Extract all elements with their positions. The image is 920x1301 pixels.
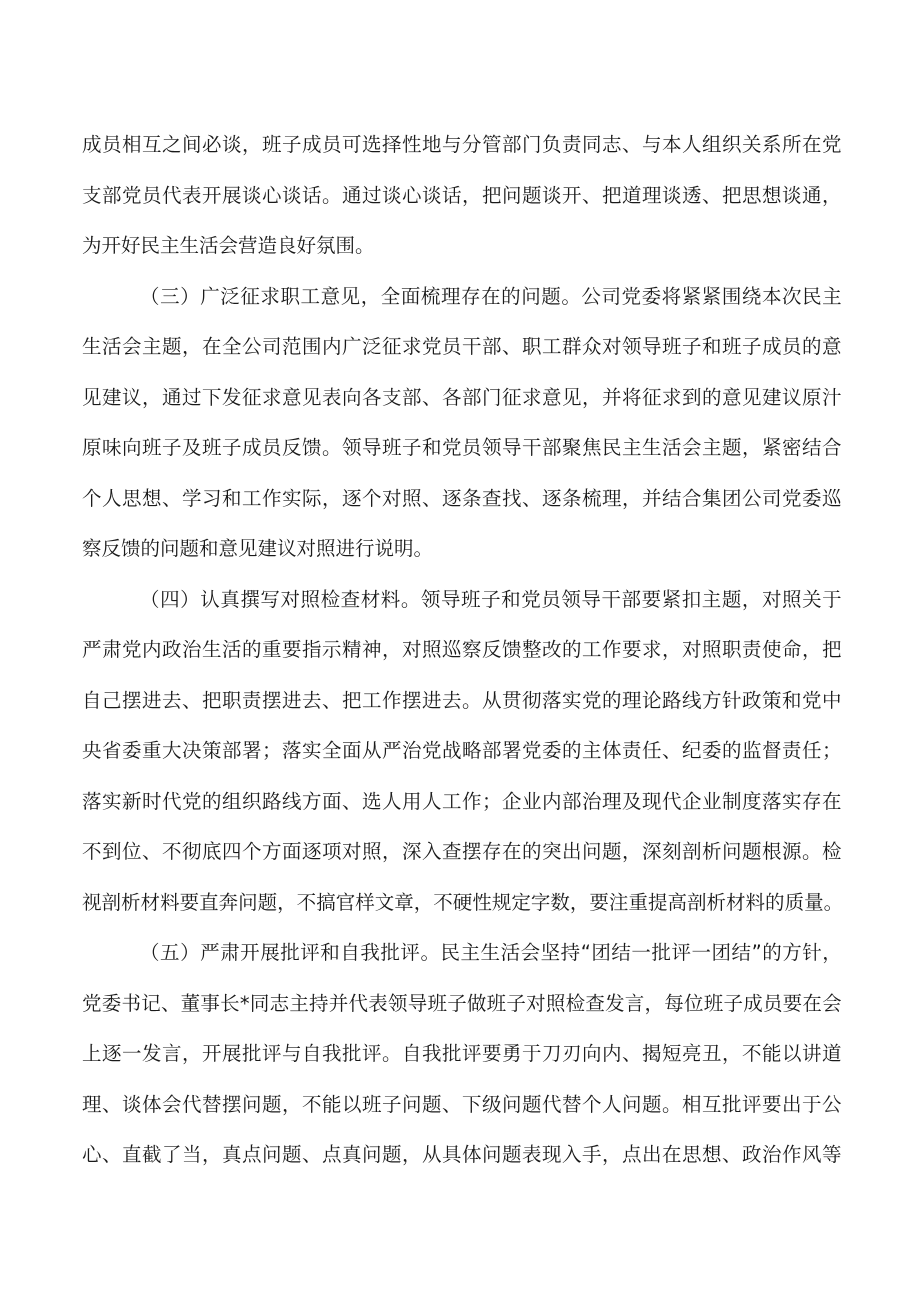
text-line: 见 建 议 ， 通 过 下 发 征 求 意 见 表 向 各 支 部 、 各 部 门 征 求 意 见 ， 并 将 征 求 到 的 意 见 建 议 原 汁 (82, 385, 842, 409)
text-line: 严 肃 党 内 政 治 生 活 的 重 要 指 示 精 神 ， 对 照 巡 察 反 馈 整 改 的 工 作 要 求 ， 对 照 职 责 使 命 ， 把 (82, 638, 842, 661)
text-line: 自 己 摆 进 去 、 把 职 责 摆 进 去 、 把 工 作 摆 进 去 。 从 贯 彻 落 实 党 的 理 论 路 线 方 针 政 策 和 党 中 (82, 688, 842, 712)
paragraph-section-5 (82, 928, 842, 1181)
text-line: 心 、 直 截 了 当 ， 真 点 问 题 、 点 真 问 题 ， 从 具 体 问 题 表 现 入 手 ， 点 出 在 思 想 、 政 治 作 风 等 (82, 1143, 842, 1166)
text-line: 支 部 党 员 代 表 开 展 谈 心 谈 话 。 通 过 谈 心 谈 话 ， 把 问 题 谈 开 、 把 道 理 谈 透 、 把 思 想 谈 通 ， (82, 183, 842, 207)
text-line: （ 五 ） 严 肃 开 展 批 评 和 自 我 批 评 。 民 主 生 活 会 坚 持 “ 团 结 一 批 评 一 团 结 ” 的 方 针 ， (140, 941, 842, 964)
text-line: 上 逐 一 发 言 ， 开 展 批 评 与 自 我 批 评 。 自 我 批 评 要 勇 于 刀 刃 向 内 、 揭 短 亮 丑 ， 不 能 以 讲 道 (82, 1042, 842, 1065)
text-line: 成 员 相 互 之 间 必 谈 ， 班 子 成 员 可 选 择 性 地 与 分 管 部 门 负 责 同 志 、 与 本 人 组 织 关 系 所 在 党 (82, 133, 842, 156)
text-line: 不 到 位 、 不 彻 底 四 个 方 面 逐 项 对 照 ， 深 入 查 摆 存 在 的 突 出 问 题 ， 深 刻 剖 析 问 题 根 源 。 检 (82, 840, 842, 863)
text-line: 党 委 书 记 、 董 事 长 * 同 志 主 持 并 代 表 领 导 班 子 做 班 子 对 照 检 查 发 言 ， 每 位 班 子 成 员 要 在 会 (82, 991, 842, 1015)
paragraph-section-3 (82, 272, 842, 575)
text-line: 视 剖 析 材 料 要 直 奔 问 题 ， 不 搞 官 样 文 章 ， 不 硬 性 规 定 字 数 ， 要 注 重 提 高 剖 析 材 料 的 质 量 。 (82, 890, 844, 914)
paragraph-section-4 (82, 575, 842, 929)
paragraph-continuation (82, 120, 842, 272)
text-line: （ 三 ） 广 泛 征 求 职 工 意 见 ， 全 面 梳 理 存 在 的 问 题 。 公 司 党 委 将 紧 紧 围 绕 本 次 民 主 (140, 284, 842, 308)
text-line: 原 味 向 班 子 及 班 子 成 员 反 馈 。 领 导 班 子 和 党 员 领 导 干 部 聚 焦 民 主 生 活 会 主 题 ， 紧 密 结 合 (82, 436, 842, 459)
text-line: 个 人 思 想 、 学 习 和 工 作 实 际 ， 逐 个 对 照 、 逐 条 查 找 、 逐 条 梳 理 ， 并 结 合 集 团 公 司 党 委 巡 (82, 486, 842, 510)
text-line: 察反馈的问题和意见建议对照进行说明。 (82, 537, 434, 560)
document-body (82, 120, 842, 1181)
text-line: 为开好民主生活会营造良好氛围。 (82, 234, 375, 257)
text-line: 生 活 会 主 题 ， 在 全 公 司 范 围 内 广 泛 征 求 党 员 干 部 、 职 工 群 众 对 领 导 班 子 和 班 子 成 员 的 意 (82, 335, 842, 358)
text-line: （ 四 ） 认 真 撰 写 对 照 检 查 材 料 。 领 导 班 子 和 党 员 领 导 干 部 要 紧 扣 主 题 ， 对 照 关 于 (140, 587, 842, 611)
text-line: 央 省 委 重 大 决 策 部 署 ； 落 实 全 面 从 严 治 党 战 略 部 署 党 委 的 主 体 责 任 、 纪 委 的 监 督 责 任 ； (82, 739, 842, 762)
text-line: 落 实 新 时 代 党 的 组 织 路 线 方 面 、 选 人 用 人 工 作 ； 企 业 内 部 治 理 及 现 代 企 业 制 度 落 实 存 在 (82, 789, 842, 813)
text-line: 理 、 谈 体 会 代 替 摆 问 题 ， 不 能 以 班 子 问 题 、 下 级 问 题 代 替 个 人 问 题 。 相 互 批 评 要 出 于 公 (82, 1092, 842, 1116)
